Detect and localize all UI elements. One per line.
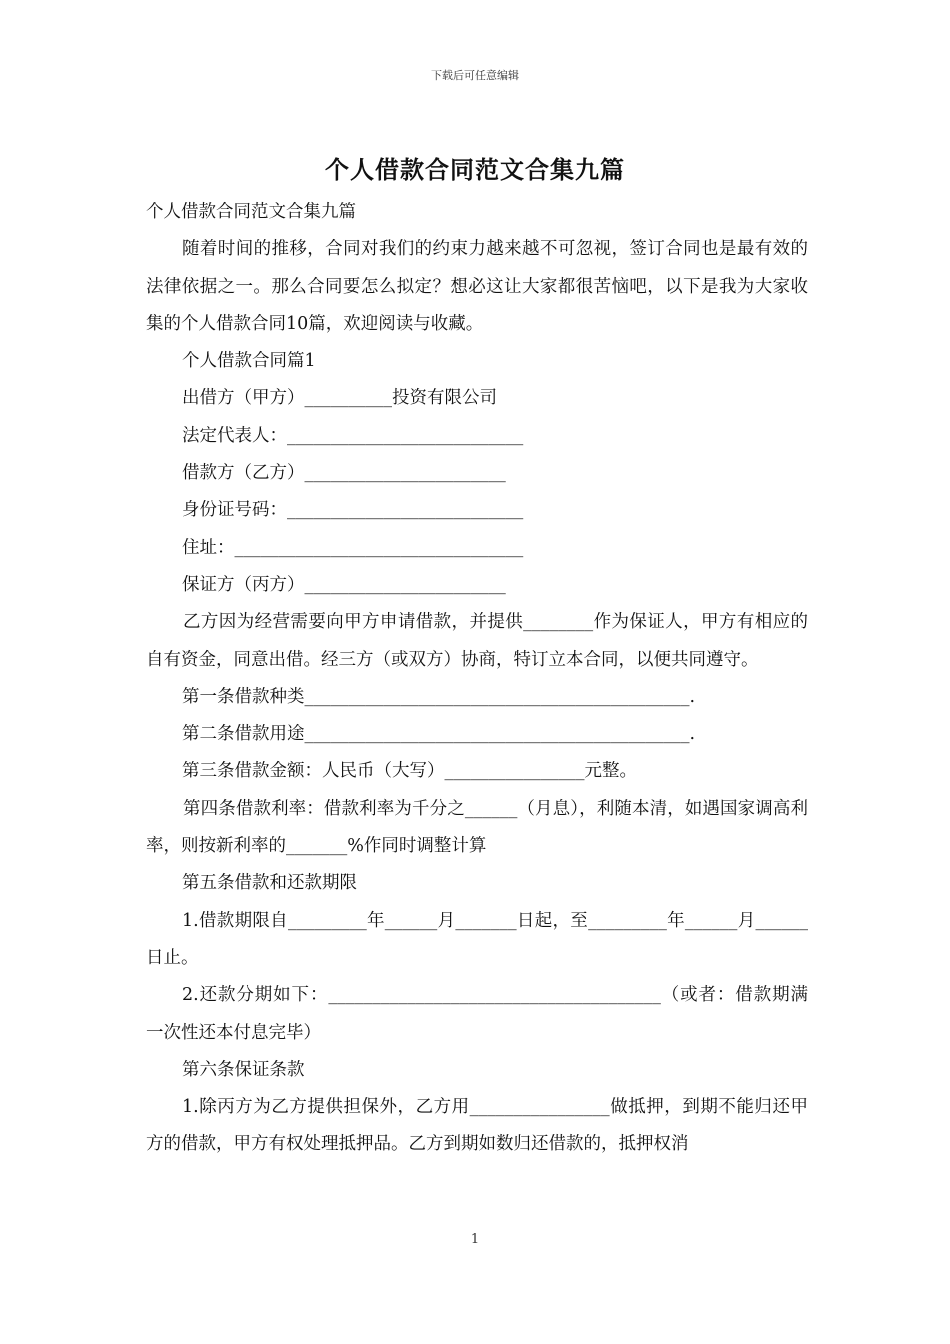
paragraph-12: 第二条借款用途____________________________________________. (182, 724, 696, 745)
paragraph-15: 第五条借款和还款期限 (182, 873, 357, 894)
paragraph-13: 第三条借款金额：人民币（大写）________________元整。 (182, 761, 637, 782)
page-header: 下载后可任意编辑 (431, 69, 519, 82)
paragraph-16: 1.借款期限自_________年______月_______日起，至_________年______月______日止。 (146, 910, 808, 968)
paragraph-9: 保证方（丙方）_______________________ (182, 574, 506, 595)
paragraph-18: 第六条保证条款 (182, 1059, 305, 1080)
paragraph-2: 随着时间的推移，合同对我们的约束力越来越不可忽视，签订合同也是最有效的法律依据之一。那么合同要怎么拟定？想必这让大家都很苦恼吧，以下是我为大家收集的个人借款合同10篇，欢迎阅读与收藏。 (146, 239, 808, 334)
paragraph-3: 个人借款合同篇1 (182, 351, 316, 372)
page-number: 1 (470, 1232, 480, 1247)
document-title: 个人借款合同范文合集九篇 (325, 155, 625, 184)
paragraph-1: 个人借款合同范文合集九篇 (146, 202, 356, 222)
paragraph-11: 第一条借款种类____________________________________________. (182, 686, 696, 707)
paragraph-17: 2.还款分期如下：______________________________________（或者：借款期满一次性还本付息完毕） (146, 985, 808, 1043)
document-body (146, 194, 808, 1164)
paragraph-10: 乙方因为经营需要向甲方申请借款，并提供________作为保证人，甲方有相应的自有资金，同意出借。经三方（或双方）协商，特订立本合同，以便共同遵守。 (146, 612, 808, 670)
paragraph-4: 出借方（甲方）__________投资有限公司 (182, 388, 497, 409)
paragraph-6: 借款方（乙方）_______________________ (182, 463, 506, 484)
paragraph-14: 第四条借款利率：借款利率为千分之______（月息），利随本清，如遇国家调高利率，则按新利率的_______%作同时调整计算 (146, 798, 808, 857)
paragraph-7: 身份证号码：___________________________ (182, 500, 524, 521)
paragraph-5: 法定代表人：___________________________ (182, 425, 524, 446)
paragraph-8: 住址：_________________________________ (182, 537, 524, 558)
paragraph-19: 1.除丙方为乙方提供担保外，乙方用________________做抵押，到期不能归还甲方的借款，甲方有权处理抵押品。乙方到期如数归还借款的，抵押权消 (146, 1097, 808, 1155)
